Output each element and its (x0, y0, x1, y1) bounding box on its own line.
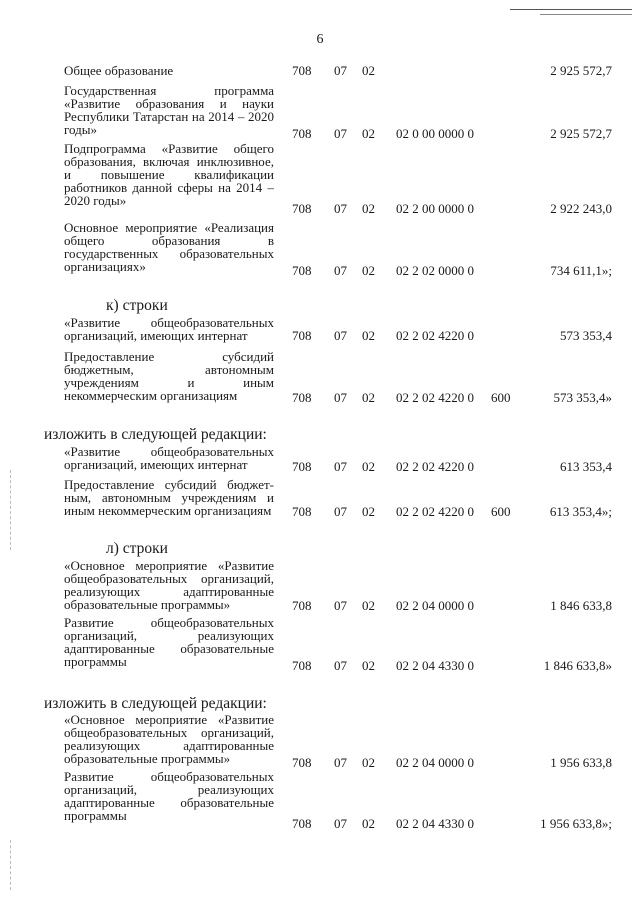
replace-heading-2: изложить в следующей редакции: (44, 695, 267, 712)
code-target: 02 2 02 4220 0 (396, 390, 474, 405)
code-ministry: 708 (292, 816, 312, 831)
amount: 573 353,4» (553, 390, 612, 405)
code-ministry: 708 (292, 755, 312, 770)
code-section: 07 (334, 328, 347, 343)
code-section: 07 (334, 63, 347, 78)
amount: 2 925 572,7 (550, 126, 612, 141)
code-subsection: 02 (362, 263, 375, 278)
code-ministry: 708 (292, 126, 312, 141)
code-ministry: 708 (292, 263, 312, 278)
code-subsection: 02 (362, 459, 375, 474)
row-description: «Развитие общеобразовательных организаций, имеющих интернат (64, 315, 274, 343)
row-description: «Основное мероприятие «Развитие общеобразовательных организаций, реализующих адаптированные образовательные программы» (64, 712, 274, 766)
code-subsection: 02 (362, 598, 375, 613)
section-heading-l: л) строки (106, 540, 168, 557)
code-target: 02 2 00 0000 0 (396, 201, 474, 216)
code-ministry: 708 (292, 658, 312, 673)
code-section: 07 (334, 201, 347, 216)
code-ministry: 708 (292, 328, 312, 343)
row-description: «Развитие общеобразовательных организаций, имеющих интернат (64, 444, 274, 472)
code-target: 02 2 02 4220 0 (396, 328, 474, 343)
code-target: 02 2 04 4330 0 (396, 816, 474, 831)
code-target: 02 2 04 4330 0 (396, 658, 474, 673)
row-description: Общее образование (64, 63, 174, 78)
margin-mark (10, 840, 11, 890)
row-description: Подпрограмма «Развитие общего образования, включая инклюзивное, и повышение квалификации работников данной сферы на 2014 – 2020 годы» (64, 141, 274, 208)
code-subsection: 02 (362, 63, 375, 78)
code-target: 02 2 04 0000 0 (396, 598, 474, 613)
amount: 1 956 633,8»; (540, 816, 612, 831)
code-target: 02 2 04 0000 0 (396, 755, 474, 770)
code-ministry: 708 (292, 201, 312, 216)
code-subsection: 02 (362, 755, 375, 770)
code-subsection: 02 (362, 816, 375, 831)
amount: 613 353,4 (560, 459, 612, 474)
code-section: 07 (334, 658, 347, 673)
code-target: 02 2 02 0000 0 (396, 263, 474, 278)
row-description: Предоставление субсидий бюджетным, автономным учреждениям и иным некоммерческим организациям (64, 349, 274, 403)
top-rule (510, 9, 632, 10)
amount: 613 353,4»; (549, 504, 612, 519)
row-description: Государственная программа «Развитие образования и науки Республики Татарстан на 2014 – 2020 годы» (64, 83, 274, 137)
code-section: 07 (334, 390, 347, 405)
code-subsection: 02 (362, 390, 375, 405)
code-section: 07 (334, 459, 347, 474)
row-description: Предоставление субсидий бюджет-ным, автономным учреждениям и иным некоммерческим организациям (64, 477, 274, 518)
amount: 2 925 572,7 (550, 63, 612, 78)
code-target: 02 0 00 0000 0 (396, 126, 474, 141)
code-subsection: 02 (362, 504, 375, 519)
code-subsection: 02 (362, 658, 375, 673)
code-subsection: 02 (362, 126, 375, 141)
section-heading-k: к) строки (106, 297, 168, 314)
code-ministry: 708 (292, 63, 312, 78)
amount: 1 956 633,8 (550, 755, 612, 770)
code-ministry: 708 (292, 459, 312, 474)
amount: 1 846 633,8 (550, 598, 612, 613)
row-description: Основное мероприятие «Реализация общего образования в государственных образовательных организациях» (64, 220, 274, 274)
amount: 1 846 633,8» (543, 658, 612, 673)
top-rule-short (540, 14, 632, 15)
page-number: 6 (316, 32, 324, 47)
code-target: 02 2 02 4220 0 (396, 504, 474, 519)
margin-mark (10, 470, 11, 550)
row-description: «Основное мероприятие «Развитие общеобразовательных организаций, реализующих адаптированные образовательные программы» (64, 558, 274, 612)
row-description: Развитие общеобразовательных организаций, реализующих адаптированные образовательные программы (64, 769, 274, 823)
code-subsection: 02 (362, 328, 375, 343)
row-description: Развитие общеобразовательных организаций, реализующих адаптированные образовательные программы (64, 615, 274, 669)
code-section: 07 (334, 598, 347, 613)
code-section: 07 (334, 755, 347, 770)
amount: 2 922 243,0 (550, 201, 612, 216)
replace-heading-1: изложить в следующей редакции: (44, 426, 267, 443)
code-subsection: 02 (362, 201, 375, 216)
code-section: 07 (334, 816, 347, 831)
code-ministry: 708 (292, 504, 312, 519)
code-expense-type: 600 (491, 390, 511, 405)
amount: 734 611,1»; (550, 263, 612, 278)
code-section: 07 (334, 263, 347, 278)
code-ministry: 708 (292, 598, 312, 613)
amount: 573 353,4 (560, 328, 612, 343)
code-ministry: 708 (292, 390, 312, 405)
code-expense-type: 600 (491, 504, 511, 519)
code-section: 07 (334, 126, 347, 141)
code-section: 07 (334, 504, 347, 519)
code-target: 02 2 02 4220 0 (396, 459, 474, 474)
